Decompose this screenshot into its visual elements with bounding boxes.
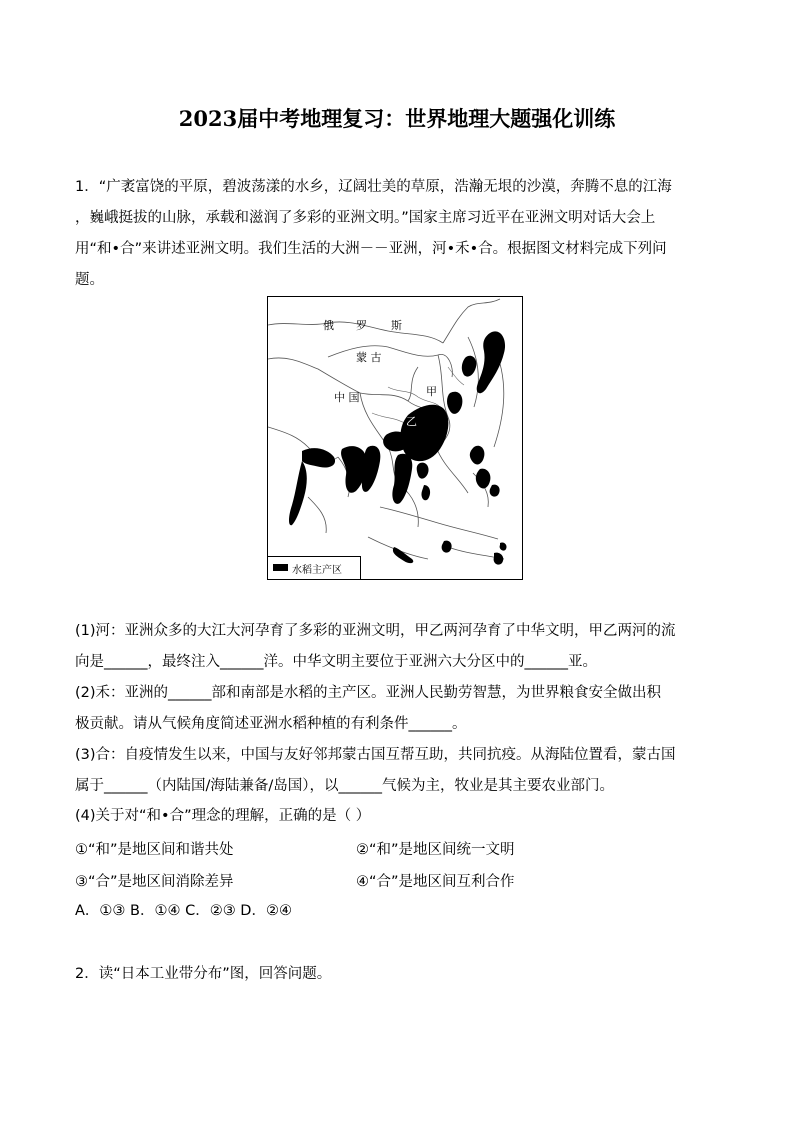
q1-stem-line-2: ，巍峨挺拔的山脉，承载和滋润了多彩的亚洲文明。”国家主席习近平在亚洲文明对话大会上 <box>75 210 656 226</box>
map-label-jia: 甲 <box>426 385 437 398</box>
map-label-yi: 乙 <box>406 415 417 428</box>
map-label-russia-3: 斯 <box>391 319 402 332</box>
q1-sub3-line-1: (3)合：自疫情发生以来，中国与友好邻邦蒙古国互帮互助，共同抗疫。从海陆位置看，蒙古国 <box>75 747 676 763</box>
q1-stem-line-1: 1．“广袤富饶的平原，碧波荡漾的水乡，辽阔壮美的草原，浩瀚无垠的沙漠，奔腾不息的江海 <box>75 179 672 195</box>
q1-stem-line-4: 题。 <box>75 272 104 288</box>
option-3: ③“合”是地区间消除差异 <box>75 874 234 890</box>
map-label-russia-1: 俄 <box>323 319 334 332</box>
q1-sub2-line-2: 极贡献。请从气候角度简述亚洲水稻种植的有利条件______。 <box>75 716 467 732</box>
q1-sub4-question: (4)关于对“和•合”理念的理解，正确的是（ ） <box>75 808 371 824</box>
map-graphic <box>268 297 523 580</box>
q1-sub2-line-1: (2)禾：亚洲的______部和南部是水稻的主产区。亚洲人民勤劳智慧，为世界粮食安全做出积 <box>75 685 662 701</box>
legend-rice-label: 水稻主产区 <box>292 565 342 576</box>
q1-sub3-line-2: 属于______（内陆国/海陆兼备/岛国），以______气候为主，牧业是其主要农业部门。 <box>75 778 615 794</box>
map-label-russia-2: 罗 <box>356 319 367 332</box>
q1-sub1-line-1: (1)河：亚洲众多的大江大河孕育了多彩的亚洲文明，甲乙两河孕育了中华文明，甲乙两河的流 <box>75 623 676 639</box>
q2-stem: 2．读“日本工业带分布”图，回答问题。 <box>75 966 332 982</box>
map-label-mongolia: 蒙 古 <box>356 351 382 364</box>
map-label-china: 中 国 <box>334 391 360 404</box>
option-4: ④“合”是地区间互利合作 <box>356 874 515 890</box>
legend-rice-swatch <box>273 564 288 571</box>
q1-stem-line-3: 用“和•合”来讲述亚洲文明。我们生活的大洲－－亚洲，河•禾•合。根据图文材料完成下列问 <box>75 241 667 257</box>
answer-choices: A．①③ B．①④ C．②③ D．②④ <box>75 903 292 919</box>
asia-rice-map <box>267 296 523 580</box>
option-2: ②“和”是地区间统一文明 <box>356 842 515 858</box>
page-title: 2023届中考地理复习：世界地理大题强化训练 <box>178 106 616 131</box>
map-legend <box>268 556 361 579</box>
option-1: ①“和”是地区间和谐共处 <box>75 842 234 858</box>
rice-area-shapes <box>289 331 507 564</box>
q1-sub1-line-2: 向是______，最终注入______洋。中华文明主要位于亚洲六大分区中的______亚。 <box>75 654 597 670</box>
